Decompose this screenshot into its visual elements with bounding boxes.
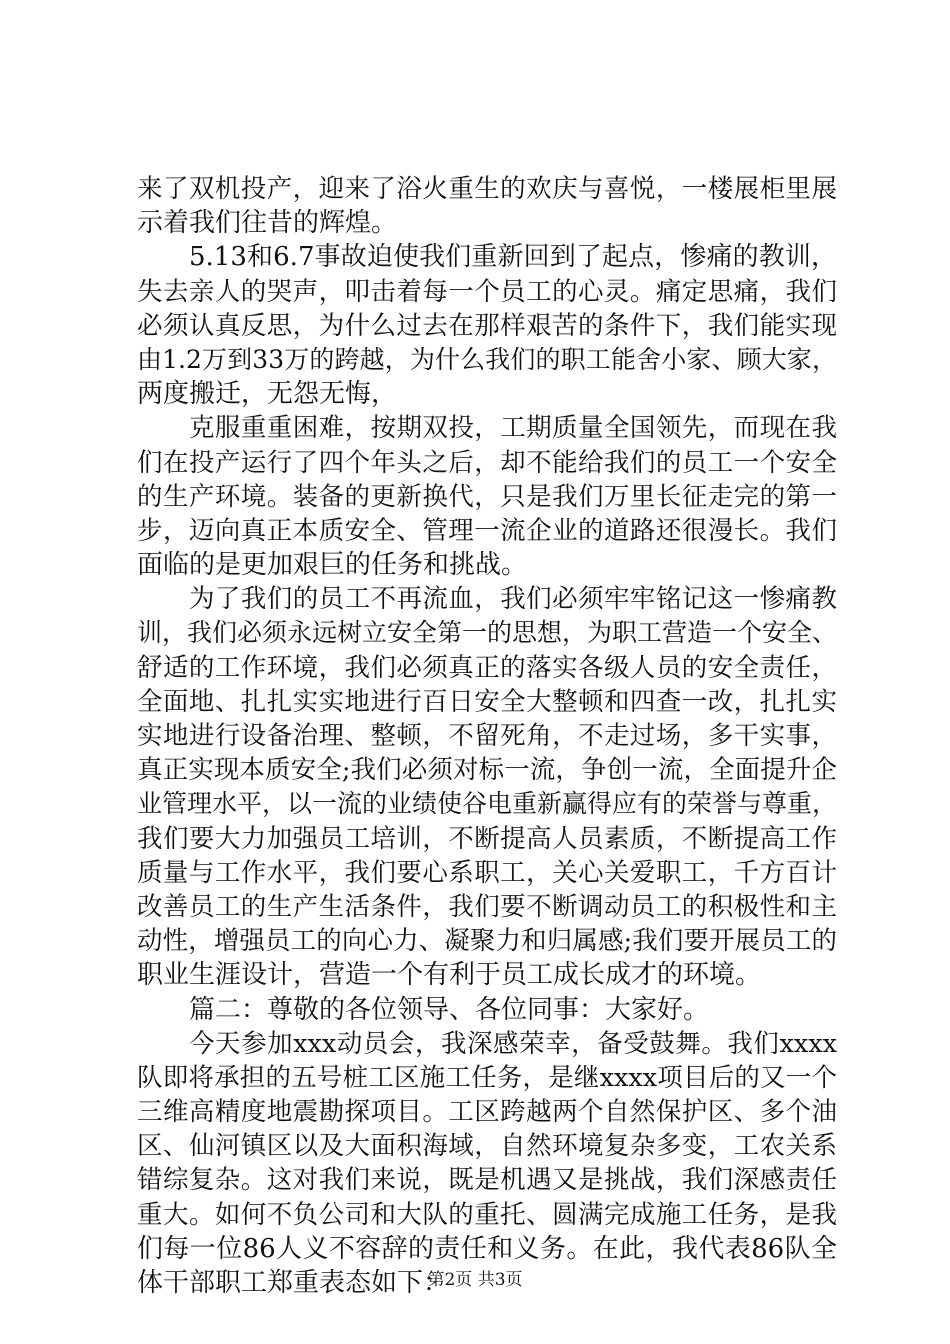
text-line: 三维高精度地震勘探项目。工区跨越两个自然保护区、多个油: [137, 1097, 837, 1128]
text-line: 步，迈向真正本质安全、管理一流企业的道路还很漫长。我们: [137, 515, 837, 546]
text-line: 动性，增强员工的向心力、凝聚力和归属感;我们要开展员工的: [137, 926, 837, 957]
section-heading: 篇二：尊敬的各位领导、各位同事：大家好。: [189, 994, 710, 1025]
text-line: 真正实现本质安全;我们必须对标一流，争创一流，全面提升企: [137, 755, 837, 786]
text-line: 我们要大力加强员工培训，不断提高人员素质，不断提高工作: [137, 823, 837, 854]
text-line: 面临的是更加艰巨的任务和挑战。: [137, 550, 528, 581]
text-line: 质量与工作水平，我们要心系职工，关心关爱职工，千方百计: [137, 857, 837, 888]
text-line: 全面地、扎扎实实地进行百日安全大整顿和四查一改，扎扎实: [137, 686, 837, 717]
text-line: 来了双机投产，迎来了浴火重生的欢庆与喜悦，一楼展柜里展: [137, 174, 837, 204]
text-line: 克服重重困难，按期双投，工期质量全国领先，而现在我: [189, 413, 837, 444]
text-line: 体干部职工郑重表态如下：: [137, 1268, 450, 1298]
text-line: 5.13和6.7事故迫使我们重新回到了起点，惨痛的教训，: [189, 242, 837, 273]
text-line: 必须认真反思，为什么过去在那样艰苦的条件下，我们能实现: [137, 310, 837, 341]
text-line: 实地进行设备治理、整顿，不留死角，不走过场，多干实事，: [137, 721, 837, 751]
page-number-footer: 第2页 共3页: [427, 1270, 523, 1290]
text-line: 重大。如何不负公司和大队的重托、圆满完成施工任务，是我: [137, 1199, 837, 1230]
text-line: 今天参加xxx动员会，我深感荣幸，备受鼓舞。我们xxxx: [189, 1028, 837, 1059]
text-line: 队即将承担的五号桩工区施工任务，是继xxxx项目后的又一个: [137, 1062, 837, 1093]
text-line: 业管理水平，以一流的业绩使谷电重新赢得应有的荣誉与尊重，: [137, 789, 838, 819]
text-line: 们每一位86人义不容辞的责任和义务。在此，我代表86队全: [137, 1233, 837, 1264]
text-line: 错综复杂。这对我们来说，既是机遇又是挑战，我们深感责任: [137, 1165, 837, 1196]
text-line: 区、仙河镇区以及大面积海域，自然环境复杂多变，工农关系: [137, 1131, 837, 1162]
text-line: 由1.2万到33万的跨越，为什么我们的职工能舍小家、顾大家，: [137, 344, 837, 374]
text-line: 训，我们必须永远树立安全第一的思想，为职工营造一个安全、: [137, 618, 838, 648]
text-line: 职业生涯设计，营造一个有利于员工成长成才的环境。: [137, 960, 762, 991]
text-line: 为了我们的员工不再流血，我们必须牢牢铭记这一惨痛教: [189, 584, 837, 615]
text-line: 示着我们往昔的辉煌。: [137, 208, 398, 239]
text-line: 舒适的工作环境，我们必须真正的落实各级人员的安全责任，: [137, 652, 837, 683]
text-line: 的生产环境。装备的更新换代，只是我们万里长征走完的第一: [137, 481, 837, 512]
text-line: 失去亲人的哭声，叩击着每一个员工的心灵。痛定思痛，我们: [137, 276, 837, 307]
text-line: 两度搬迁，无怨无悔，: [137, 379, 398, 410]
text-line: 们在投产运行了四个年头之后，却不能给我们的员工一个安全: [137, 447, 837, 478]
document-body: [137, 172, 837, 1300]
text-line: 改善员工的生产生活条件，我们要不断调动员工的积极性和主: [137, 891, 837, 922]
